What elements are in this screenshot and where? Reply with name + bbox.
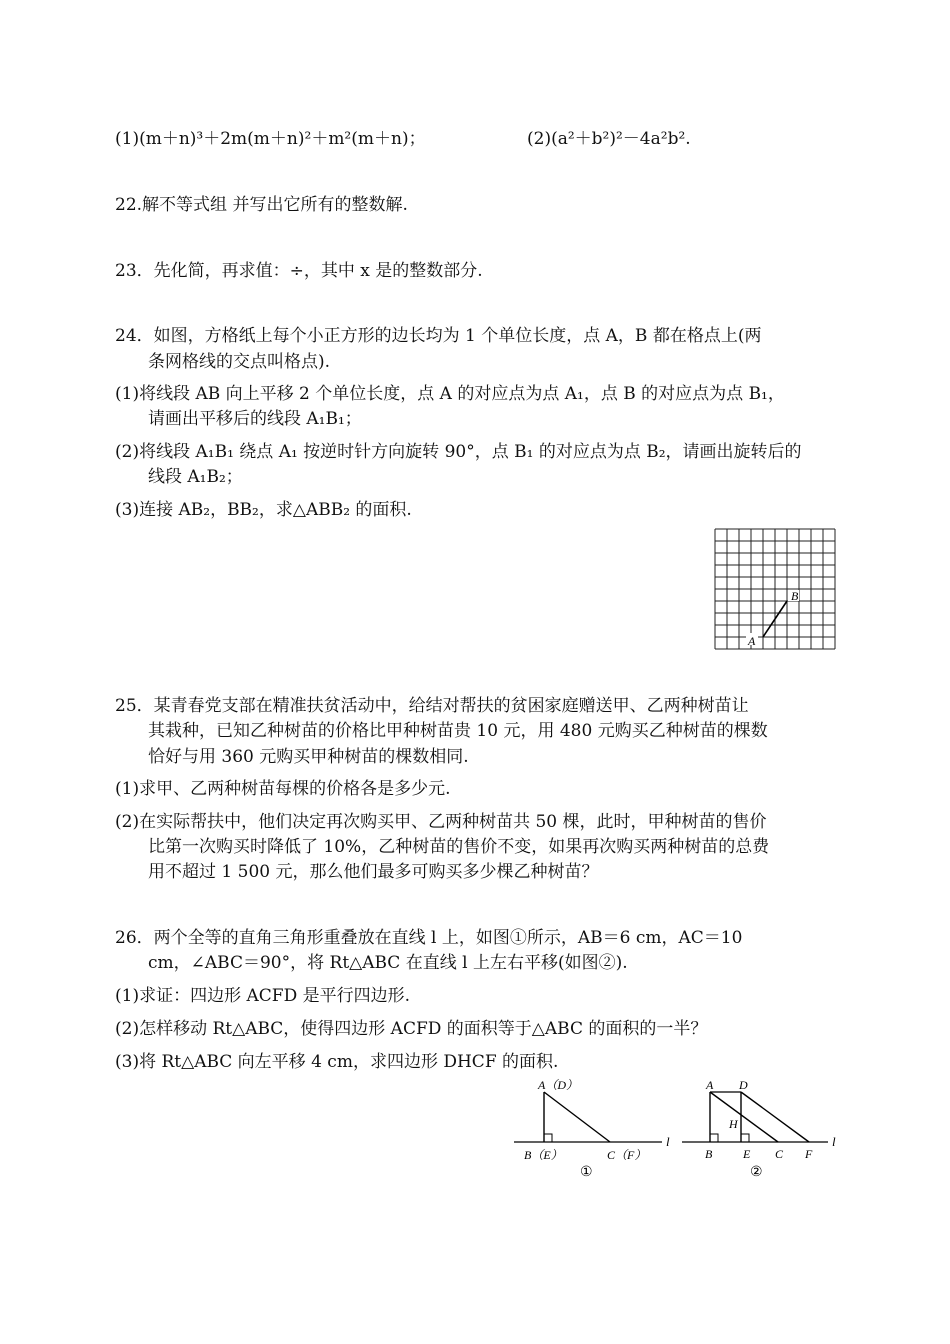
fig1-right-angle: [544, 1134, 552, 1142]
q26-stem-line2: cm，∠ABC＝90°，将 Rt△ABC 在直线 l 上左右平移(如图②).: [148, 953, 628, 973]
fig2-label-e: E: [743, 1147, 751, 1161]
point-a-label: A: [748, 634, 756, 648]
q25-stem-line1: 25．某青春党支部在精准扶贫活动中，给结对帮扶的贫困家庭赠送甲、乙两种树苗让: [115, 696, 749, 716]
fig1-label-top: A（D）: [538, 1078, 578, 1092]
q21-part2: (2)(a²＋b²)²－4a²b².: [527, 129, 691, 149]
fig1-side-ac: [544, 1092, 610, 1142]
fig2-label-d: D: [739, 1078, 748, 1092]
q23-text: 23．先化简，再求值：÷，其中 x 是的整数部分.: [115, 261, 483, 281]
q24-part1-line2: 请画出平移后的线段 A₁B₁；: [148, 409, 362, 429]
triangle-figures-svg: [510, 1076, 845, 1188]
q26-figures: [510, 1076, 845, 1193]
q25-part1: (1)求甲、乙两种树苗每棵的价格各是多少元.: [115, 779, 451, 799]
fig2-label-c: C: [775, 1147, 784, 1161]
q25-part2-line3: 用不超过 1 500 元，那么他们最多可购买多少棵乙种树苗？: [148, 862, 599, 882]
fig2-side-df: [741, 1092, 809, 1142]
q24-part2-line2: 线段 A₁B₂；: [148, 467, 243, 487]
q25-part2-line1: (2)在实际帮扶中，他们决定再次购买甲、乙两种树苗共 50 棵，此时，甲种树苗的售价: [115, 812, 767, 832]
fig2-label-f: F: [805, 1147, 813, 1161]
q24-part2-line1: (2)将线段 A₁B₁ 绕点 A₁ 按逆时针方向旋转 90°，点 B₁ 的对应点为点 B₂，请画出旋转后的: [115, 442, 802, 462]
q25-stem-line2: 其栽种，已知乙种树苗的价格比甲种树苗贵 10 元，用 480 元购买乙种树苗的棵数: [148, 721, 768, 741]
fig1-label-left: B（E）: [524, 1148, 563, 1162]
fig2-label-l: l: [832, 1134, 836, 1149]
q24-stem-line1: 24．如图，方格纸上每个小正方形的边长均为 1 个单位长度，点 A，B 都在格点上(两: [115, 326, 762, 346]
fig2-label-b: B: [705, 1147, 713, 1161]
q25-stem-line3: 恰好与用 360 元购买甲种树苗的棵数相同.: [148, 747, 469, 767]
figure-1: [514, 1078, 670, 1180]
q22-text: 22.解不等式组 并写出它所有的整数解.: [115, 195, 408, 215]
fig2-caption: ②: [750, 1165, 763, 1180]
q26-part3: (3)将 Rt△ABC 向左平移 4 cm，求四边形 DHCF 的面积.: [115, 1052, 559, 1072]
fig1-caption: ①: [580, 1165, 593, 1180]
point-b-label: B: [791, 589, 799, 603]
fig2-label-a: A: [706, 1078, 714, 1092]
q24-grid-figure: [714, 528, 838, 657]
figure-2: [682, 1078, 836, 1180]
q24-part3: (3)连接 AB₂，BB₂，求△ABB₂ 的面积.: [115, 500, 412, 520]
q26-stem-line1: 26．两个全等的直角三角形重叠放在直线 l 上，如图①所示，AB＝6 cm，AC＝10: [115, 928, 743, 948]
fig2-right-angle-e: [741, 1134, 749, 1142]
fig2-label-h: H: [729, 1117, 738, 1131]
q24-stem-line2: 条网格线的交点叫格点).: [148, 352, 331, 372]
fig1-label-l: l: [666, 1134, 670, 1149]
q24-part1-line1: (1)将线段 AB 向上平移 2 个单位长度，点 A 的对应点为点 A₁，点 B 的对应点为点 B₁，: [115, 384, 785, 404]
fig2-right-angle-b: [710, 1134, 718, 1142]
q26-part2: (2)怎样移动 Rt△ABC，使得四边形 ACFD 的面积等于△ABC 的面积的一半？: [115, 1019, 708, 1039]
fig1-label-right: C（F）: [607, 1148, 647, 1162]
q25-part2-line2: 比第一次购买时降低了 10%，乙种树苗的售价不变，如果再次购买两种树苗的总费: [148, 837, 770, 857]
q21-part1: (1)(m＋n)³＋2m(m＋n)²＋m²(m＋n)；: [115, 129, 426, 149]
grid-svg: [714, 528, 838, 652]
q26-part1: (1)求证：四边形 ACFD 是平行四边形.: [115, 986, 411, 1006]
